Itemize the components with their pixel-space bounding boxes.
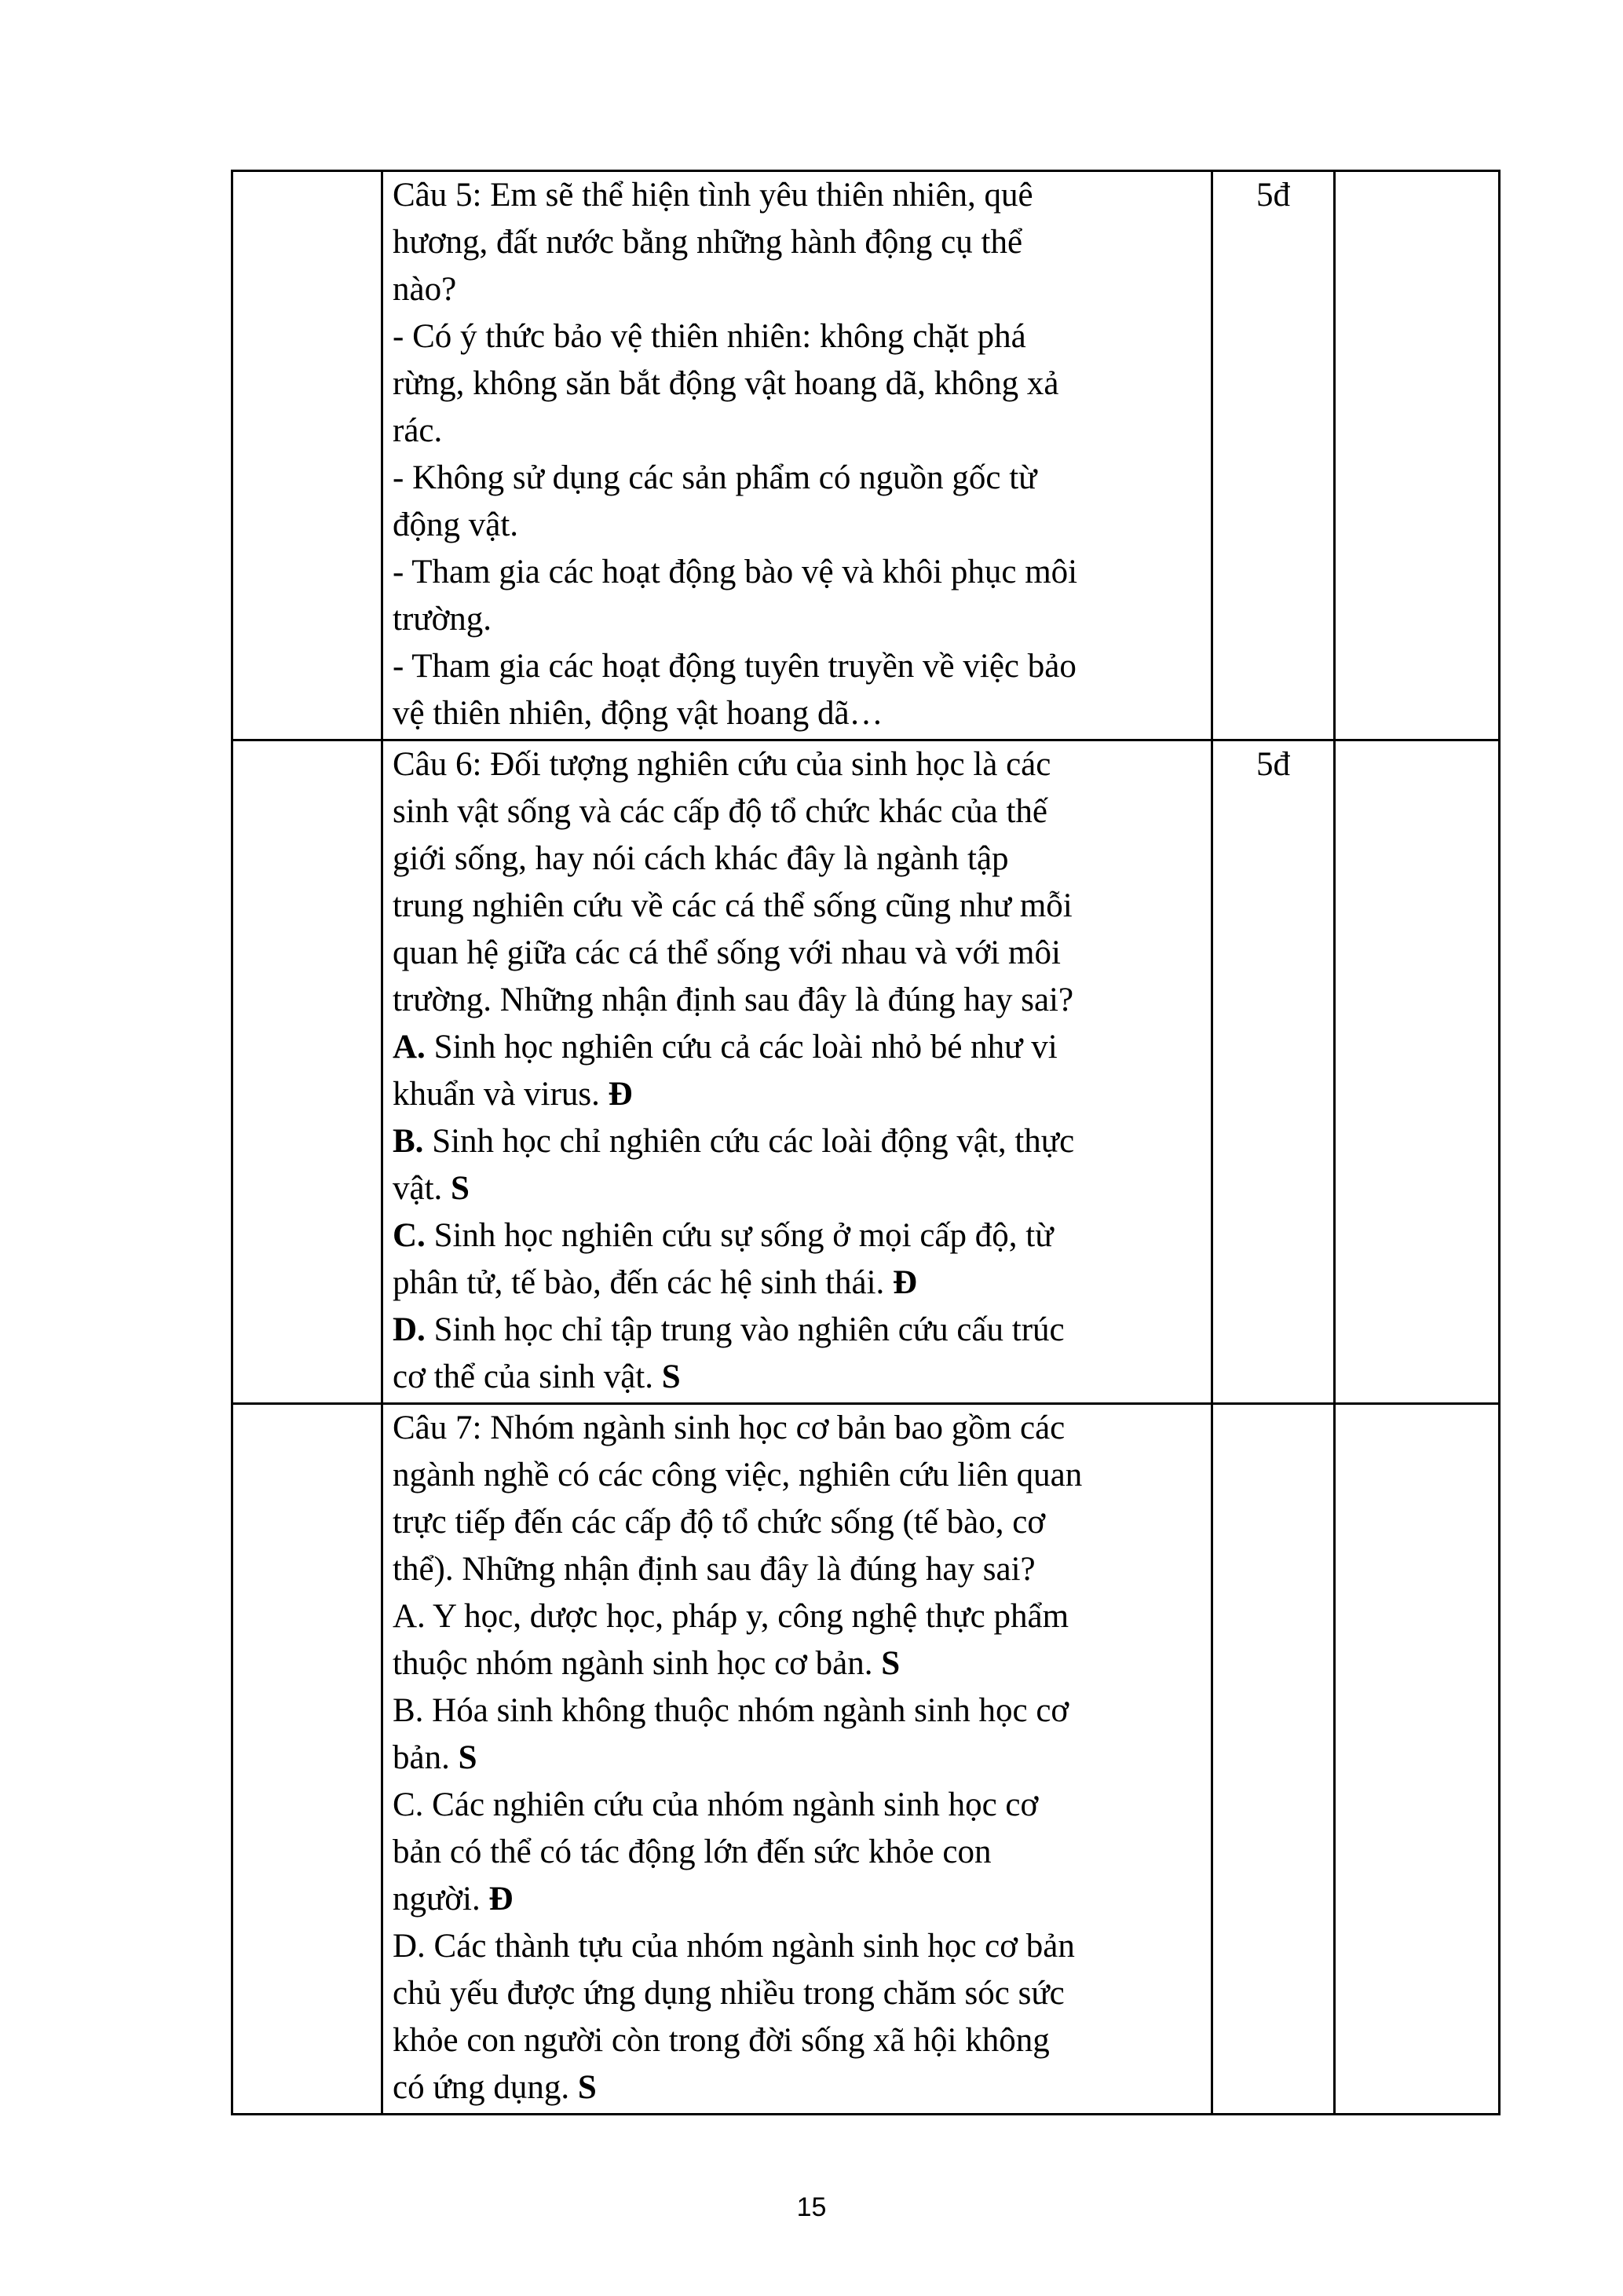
question-line: [393, 2017, 1201, 2064]
question-content-cell: [382, 1404, 1212, 2115]
line-text: phân tử, tế bào, đến các hệ sinh thái.: [393, 1264, 894, 1301]
question-line: [393, 835, 1201, 883]
line-text: trường.: [393, 601, 492, 638]
answer-mark: S: [451, 1170, 470, 1207]
line-text: trung nghiên cứu về các cá thể sống cũng như mỗi: [393, 887, 1073, 924]
line-text: Sinh học chỉ tập trung vào nghiên cứu cấu trúc: [425, 1311, 1065, 1348]
question-line: [393, 502, 1201, 549]
question-line: [393, 1782, 1201, 1829]
line-text: trực tiếp đến các cấp độ tổ chức sống (tế bào, cơ: [393, 1504, 1046, 1541]
line-text: - Tham gia các hoạt động tuyên truyền về việc bảo: [393, 648, 1077, 685]
question-line: [393, 1212, 1201, 1260]
empty-cell: [1335, 1404, 1500, 2115]
option-letter: C.: [393, 1217, 426, 1254]
line-text: Sinh học nghiên cứu cả các loài nhỏ bé như vi: [425, 1029, 1058, 1066]
line-text: bản.: [393, 1739, 459, 1776]
answer-mark: S: [881, 1645, 901, 1682]
question-row: [232, 1404, 1500, 2115]
question-line: [393, 172, 1201, 219]
line-text: Câu 7: Nhóm ngành sinh học cơ bản bao gồm các: [393, 1409, 1066, 1446]
question-line: [393, 1354, 1201, 1401]
question-line: [393, 313, 1201, 360]
question-line: [393, 1452, 1201, 1499]
line-text: nào?: [393, 271, 457, 308]
question-line: [393, 1970, 1201, 2017]
line-text: - Tham gia các hoạt động bào vệ và khôi phục môi: [393, 554, 1078, 590]
question-line: [393, 1260, 1201, 1307]
question-line: [393, 883, 1201, 930]
line-text: người.: [393, 1881, 489, 1918]
line-text: động vật.: [393, 506, 519, 543]
line-text: - Có ý thức bảo vệ thiên nhiên: không chặt phá: [393, 318, 1026, 355]
answer-mark: Đ: [893, 1264, 918, 1301]
question-line: [393, 360, 1201, 408]
question-line: [393, 266, 1201, 313]
option-letter: D.: [393, 1311, 426, 1348]
question-line: [393, 1829, 1201, 1876]
question-line: [393, 1118, 1201, 1165]
question-line: [393, 1687, 1201, 1735]
empty-cell: [232, 171, 382, 740]
score-cell: [1212, 1404, 1335, 2115]
line-text: cơ thể của sinh vật.: [393, 1358, 662, 1395]
line-text: Sinh học nghiên cứu sự sống ở mọi cấp độ, từ: [425, 1217, 1054, 1254]
empty-cell: [1335, 740, 1500, 1404]
answer-mark: S: [458, 1739, 477, 1776]
line-text: quan hệ giữa các cá thể sống với nhau và với môi: [393, 934, 1061, 971]
question-line: [393, 1546, 1201, 1593]
line-text: chủ yếu được ứng dụng nhiều trong chăm sóc sức: [393, 1975, 1065, 2012]
question-line: [393, 1499, 1201, 1546]
question-line: [393, 1405, 1201, 1452]
question-row: [232, 740, 1500, 1404]
question-line: [393, 219, 1201, 266]
question-line: [393, 408, 1201, 455]
line-text: hương, đất nước bằng những hành động cụ thể: [393, 224, 1023, 261]
line-text: Sinh học chỉ nghiên cứu các loài động vật, thực: [423, 1123, 1075, 1160]
question-line: [393, 1024, 1201, 1071]
question-line: [393, 741, 1201, 788]
option-letter: B.: [393, 1123, 424, 1160]
line-text: Câu 6: Đối tượng nghiên cứu của sinh học là các: [393, 746, 1051, 783]
answer-mark: Đ: [608, 1076, 633, 1113]
line-text: Câu 5: Em sẽ thể hiện tình yêu thiên nhiên, quê: [393, 177, 1033, 214]
question-line: [393, 977, 1201, 1024]
question-line: [393, 1876, 1201, 1923]
question-line: [393, 2064, 1201, 2111]
line-text: trường. Những nhận định sau đây là đúng hay sai?: [393, 982, 1074, 1018]
answer-mark: S: [661, 1358, 681, 1395]
question-content-cell: [382, 171, 1212, 740]
line-text: D. Các thành tựu của nhóm ngành sinh học cơ bản: [393, 1928, 1075, 1965]
line-text: thuộc nhóm ngành sinh học cơ bản.: [393, 1645, 882, 1682]
question-line: [393, 1071, 1201, 1118]
line-text: giới sống, hay nói cách khác đây là ngành tập: [393, 840, 1009, 877]
answer-mark: S: [577, 2069, 597, 2106]
score-cell: [1212, 740, 1335, 1404]
line-text: A. Y học, dược học, pháp y, công nghệ thực phẩm: [393, 1598, 1069, 1635]
line-text: rác.: [393, 412, 443, 449]
line-text: sinh vật sống và các cấp độ tổ chức khác của thế: [393, 793, 1048, 830]
question-line: [393, 1165, 1201, 1212]
question-line: [393, 930, 1201, 977]
question-row: [232, 171, 1500, 740]
line-text: - Không sử dụng các sản phẩm có nguồn gốc từ: [393, 459, 1037, 496]
question-line: [393, 1593, 1201, 1640]
score-cell: [1212, 171, 1335, 740]
line-text: khỏe con người còn trong đời sống xã hội không: [393, 2022, 1050, 2059]
answer-table: [231, 170, 1501, 2115]
line-text: ngành nghề có các công việc, nghiên cứu liên quan: [393, 1457, 1083, 1493]
question-line: [393, 1307, 1201, 1354]
empty-cell: [232, 1404, 382, 2115]
question-line: [393, 455, 1201, 502]
score-value: 5đ: [1256, 746, 1290, 783]
line-text: có ứng dụng.: [393, 2069, 578, 2106]
line-text: B. Hóa sinh không thuộc nhóm ngành sinh học cơ: [393, 1692, 1069, 1729]
option-letter: A.: [393, 1029, 426, 1066]
line-text: vật.: [393, 1170, 451, 1207]
empty-cell: [232, 740, 382, 1404]
empty-cell: [1335, 171, 1500, 740]
line-text: khuẩn và virus.: [393, 1076, 609, 1113]
question-line: [393, 1735, 1201, 1782]
line-text: C. Các nghiên cứu của nhóm ngành sinh học cơ: [393, 1786, 1039, 1823]
answer-mark: Đ: [488, 1881, 514, 1918]
question-line: [393, 1640, 1201, 1687]
line-text: vệ thiên nhiên, động vật hoang dã…: [393, 695, 883, 732]
question-line: [393, 690, 1201, 737]
line-text: bản có thể có tác động lớn đến sức khỏe con: [393, 1834, 992, 1870]
question-line: [393, 643, 1201, 690]
question-line: [393, 788, 1201, 835]
answer-table-body: [232, 171, 1500, 2115]
score-value: 5đ: [1256, 177, 1290, 214]
page-number: 15: [796, 2192, 827, 2222]
question-line: [393, 549, 1201, 596]
line-text: rừng, không săn bắt động vật hoang dã, không xả: [393, 365, 1059, 402]
question-line: [393, 1923, 1201, 1970]
question-line: [393, 596, 1201, 643]
question-content-cell: [382, 740, 1212, 1404]
line-text: thể). Những nhận định sau đây là đúng hay sai?: [393, 1551, 1036, 1588]
